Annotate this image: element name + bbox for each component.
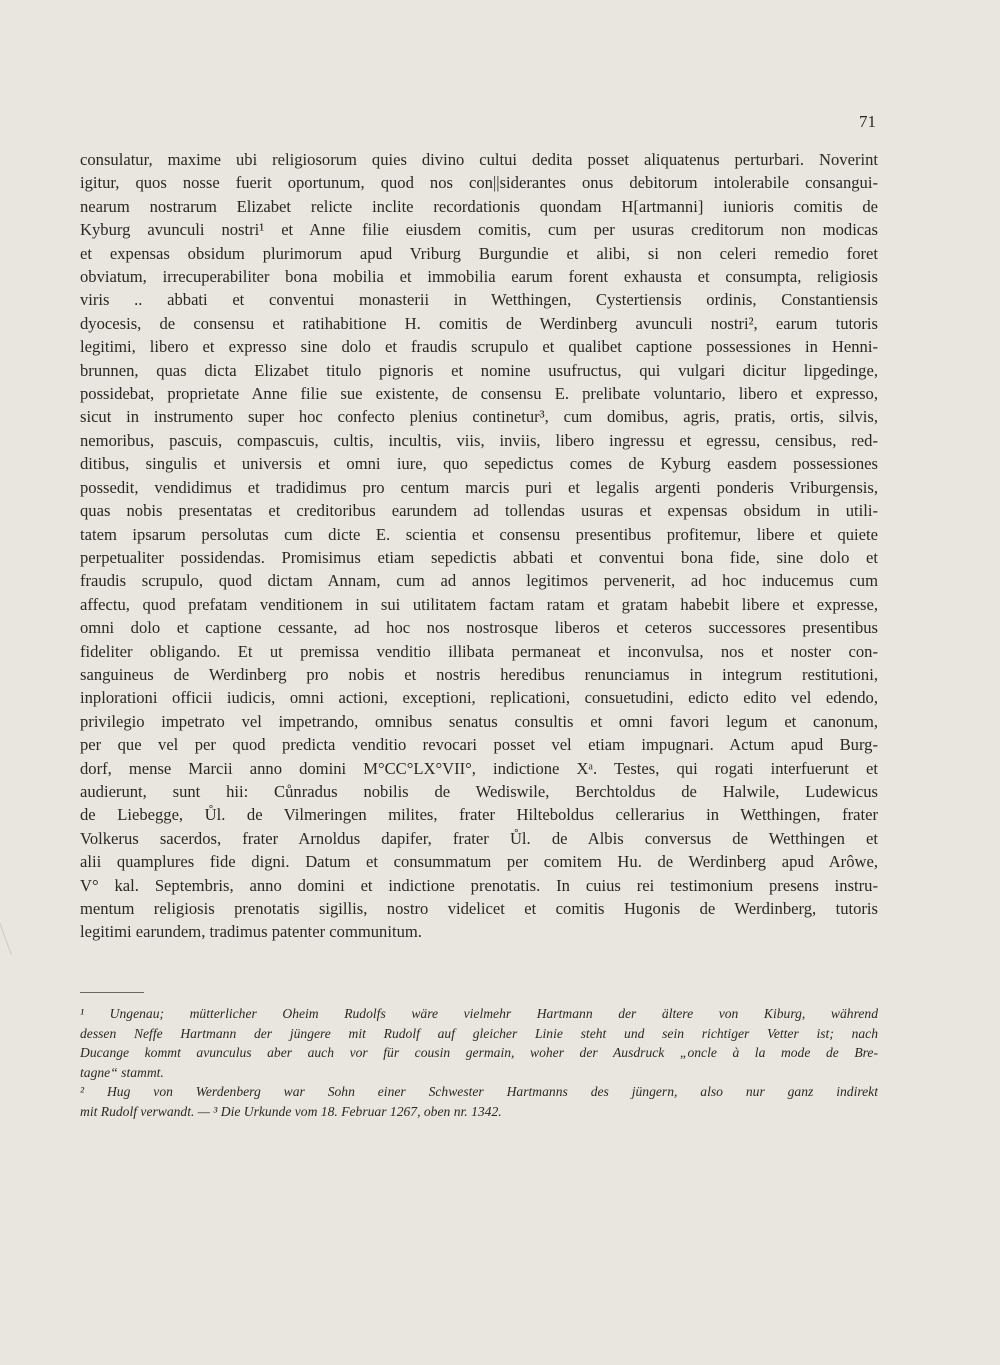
- body-line: igitur, quos nosse fuerit oportunum, quod nos con||siderantes onus debitorum intolerabile consangui-: [80, 173, 878, 193]
- body-line: nearum nostrarum Elizabet relicte inclite recordationis quondam H[artmanni] iunioris comitis de: [80, 196, 878, 216]
- body-line: possedit, vendidimus et tradidimus pro centum marcis puri et legalis argenti ponderis Vriburgensis,: [80, 477, 878, 497]
- footnote-line: dessen Neffe Hartmann der jüngere mit Rudolf auf gleicher Linie steht und sein richtiger Vetter ist; nach: [80, 1025, 878, 1041]
- body-line: inplorationi officii iudicis, omni actioni, exceptioni, replicationi, consuetudini, edicto edito vel edendo,: [80, 688, 878, 708]
- body-line: viris .. abbati et conventui monasterii in Wetthingen, Cystertiensis ordinis, Constantiensis: [80, 290, 878, 310]
- body-line: fraudis scrupulo, quod dictam Annam, cum ad annos legitimos pervenerit, ad hoc inducemus cum: [80, 571, 878, 591]
- body-line: brunnen, quas dicta Elizabet titulo pignoris et nomine usufructus, qui vulgari dicitur lipgedinge,: [80, 360, 878, 380]
- body-line: V° kal. Septembris, anno domini et indictione prenotatis. In cuius rei testimonium presens instru-: [80, 875, 878, 895]
- body-line: obviatum, irrecuperabiliter bona mobilia et immobilia earum forent exhausta et consumpta, religiosis: [80, 267, 878, 287]
- body-line: audierunt, sunt hii: Cůnradus nobilis de Wediswile, Berchtoldus de Halwile, Ludewicus: [80, 781, 878, 801]
- body-line: dorf, mense Marcii anno domini M°CC°LX°VII°, indictione Xᵃ. Testes, qui rogati interfuerunt et: [80, 758, 878, 778]
- footnote-divider: [80, 992, 144, 993]
- document-body: [80, 148, 878, 944]
- footnote-line: ¹ Ungenau; mütterlicher Oheim Rudolfs wäre vielmehr Hartmann der ältere von Kiburg, während: [80, 1006, 878, 1021]
- body-line: legitimi, libero et expresso sine dolo et fraudis scrupulo et qualibet captione possessiones in Henni-: [80, 337, 878, 357]
- body-line: Kyburg avunculi nostri¹ et Anne filie eiusdem comitis, cum per usuras creditorum non modicas: [80, 220, 878, 240]
- body-line: sicut in instrumento super hoc confecto plenius continetur³, cum domibus, agris, pratis, ortis, silvis,: [80, 407, 878, 427]
- body-line: mentum religiosis prenotatis sigillis, nostro videlicet et comitis Hugonis de Werdinberg, tutoris: [80, 899, 878, 918]
- body-line: dyocesis, de consensu et ratihabitione H. comitis de Werdinberg avunculi nostri², earum tutoris: [80, 313, 878, 333]
- body-line: fideliter obligando. Et ut premissa venditio illibata permaneat et inconvulsa, nos et noster con-: [80, 641, 878, 661]
- footnote-line: tagne“ stammt.: [80, 1064, 164, 1080]
- body-line: et expensas obsidum plurimorum apud Vriburg Burgundie et alibi, si non celeri remedio foret: [80, 243, 878, 263]
- body-line: sanguineus de Werdinberg pro nobis et nostris heredibus renunciamus in integrum restitutioni,: [80, 664, 878, 684]
- body-line: alii quamplures fide digni. Datum et consummatum per comitem Hu. de Werdinberg apud Arôwe,: [80, 852, 878, 872]
- body-line: affectu, quod prefatam venditionem in sui utilitatem factam ratam et gratam habebit libere et expresse,: [80, 594, 878, 614]
- footnotes: [80, 1004, 878, 1122]
- scan-edge-mark: [0, 895, 26, 955]
- body-line: tatem ipsarum persolutas cum dicte E. scientia et consensu presentibus profitemur, libere et quiete: [80, 524, 878, 544]
- body-line: Volkerus sacerdos, frater Arnoldus dapifer, frater Ůl. de Albis conversus de Wetthingen et: [80, 828, 878, 848]
- body-line: possidebat, proprietate Anne filie sue existente, de consensu E. prelibate voluntario, libero et expresso,: [80, 384, 878, 404]
- body-line: ditibus, singulis et universis et omni iure, quo sepedictus comes de Kyburg easdem possessiones: [80, 454, 878, 474]
- body-line: legitimi earundem, tradimus patenter communitum.: [80, 922, 422, 942]
- body-line: nemoribus, pascuis, compascuis, cultis, incultis, viis, inviis, libero ingressu et egressu, censibus, red-: [80, 430, 878, 450]
- body-line: privilegio impetrato vel impetrando, omnibus senatus consultis et omni favori legum et canonum,: [80, 711, 878, 731]
- footnote-line: Ducange kommt avunculus aber auch vor für cousin germain, woher der Ausdruck „oncle à la mode de Bre-: [80, 1045, 878, 1061]
- body-line: omni dolo et captione cessante, ad hoc nos nostrosque liberos et ceteros successores presentibus: [80, 618, 878, 638]
- body-line: de Liebegge, Ůl. de Vilmeringen milites, frater Hilteboldus cellerarius in Wetthingen, frater: [80, 805, 878, 825]
- body-line: perpetualiter possidendas. Promisimus etiam sepedictis abbati et conventui bona fide, sine dolo et: [80, 547, 878, 567]
- footnote-line: mit Rudolf verwandt. — ³ Die Urkunde vom 18. Februar 1267, oben nr. 1342.: [80, 1103, 502, 1119]
- body-line: per que vel per quod predicta venditio revocari posset vel etiam impugnari. Actum apud Burg-: [80, 735, 878, 755]
- body-line: quas nobis presentatas et creditoribus earundem ad tollendas usuras et expensas obsidum in utili-: [80, 501, 878, 521]
- footnote-line: ² Hug von Werdenberg war Sohn einer Schwester Hartmanns des jüngern, also nur ganz indirekt: [80, 1084, 878, 1100]
- body-line: consulatur, maxime ubi religiosorum quies divino cultui dedita posset aliquatenus perturbari. Noverint: [80, 150, 878, 169]
- page-number: 71: [859, 112, 876, 131]
